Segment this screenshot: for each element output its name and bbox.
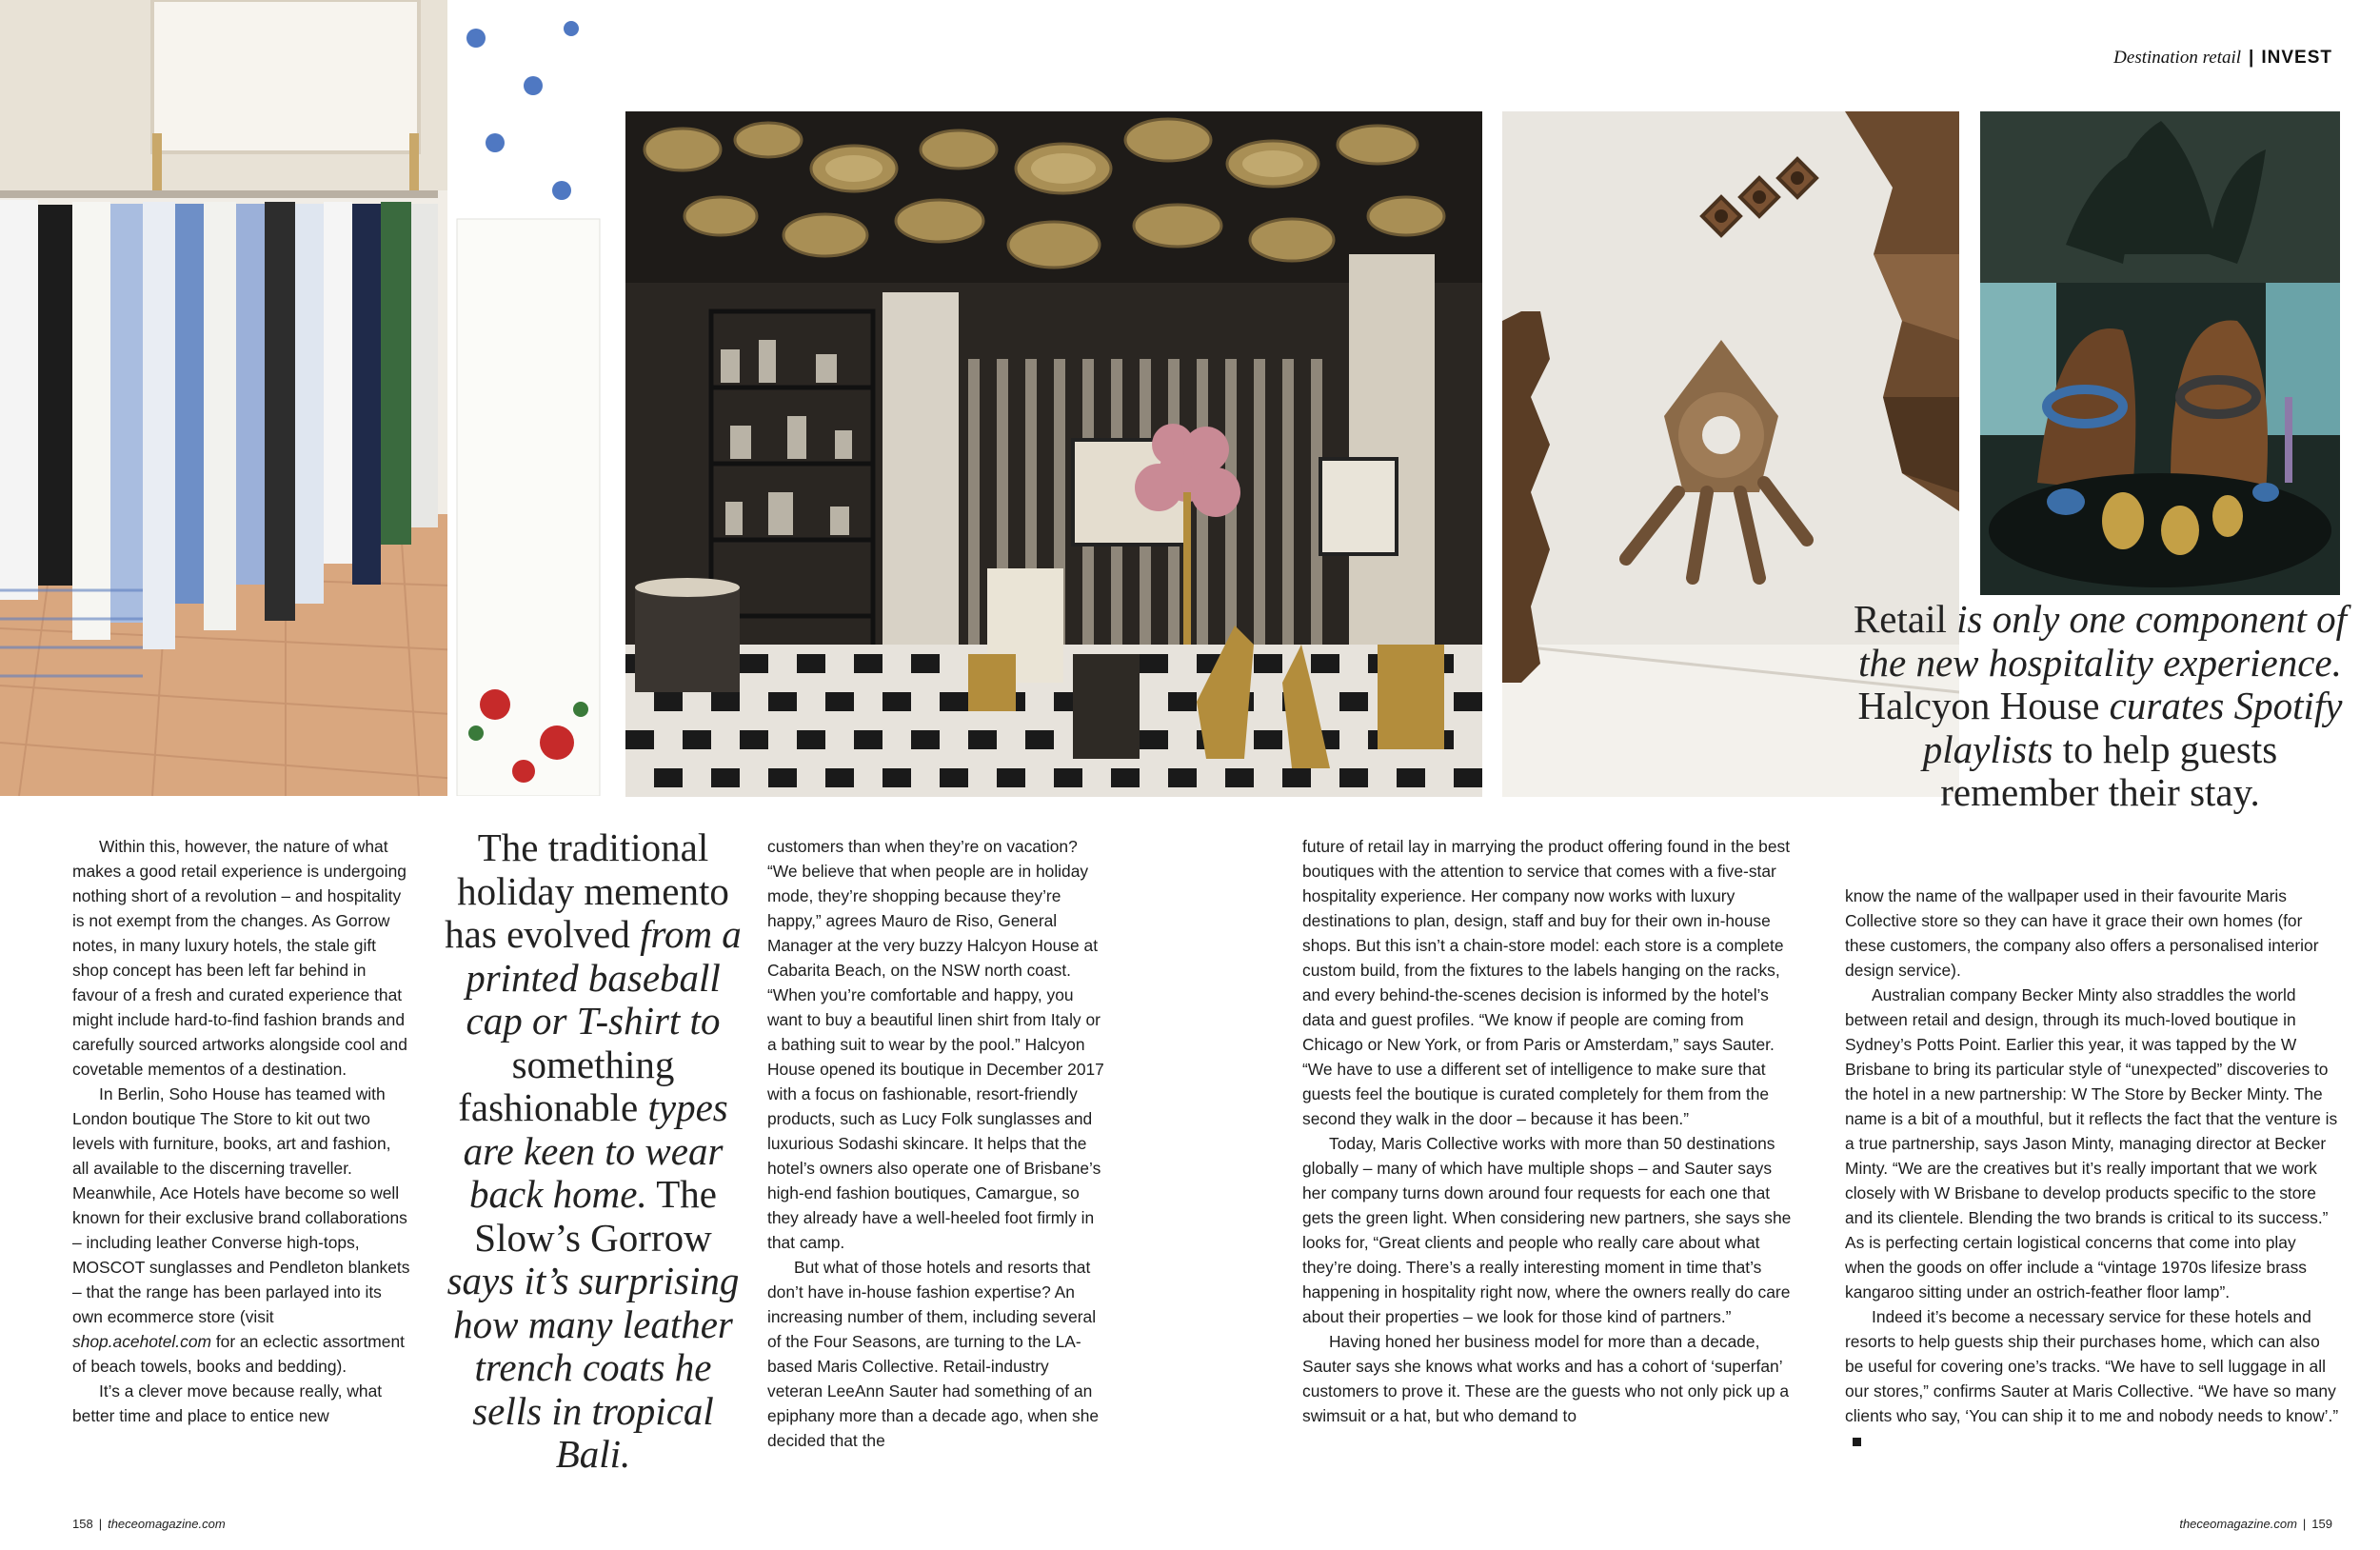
page-number: 158 xyxy=(72,1517,93,1531)
paragraph-text: for an eclectic assortment of beach towels, books and bedding). xyxy=(72,1332,405,1376)
clothing-rack-illustration xyxy=(0,0,602,796)
footer-website: theceomagazine.com xyxy=(108,1517,226,1531)
article-column-2 xyxy=(767,834,1106,1453)
pull-quote-italic: curates Spotify playlists xyxy=(1922,684,2343,771)
paragraph: It’s a clever move because really, what better time and place to entice new xyxy=(72,1381,383,1425)
header-separator: | xyxy=(2249,48,2254,68)
pull-quote-text: to help guests remember their stay. xyxy=(1940,726,2278,814)
jewellery-display-illustration xyxy=(1980,111,2340,595)
article-column-3 xyxy=(1302,834,1797,1428)
paragraph: Australian company Becker Minty also straddles the world between retail and design, through its much-loved boutique in Sydney’s Potts Point. Earlier this year, it was tapped by the W Brisbane to bring its particular style of “unexpected” discoveries to the hotel in a new partnership: W The Store by Becker Minty. The name is a bit of a mouthful, but it reflects the fact that the venture is a true partnership, says Jason Minty, managing director at Becker Minty. “We are the creatives but it’s really important that we work closely with W Brisbane to develop products specific to the store and its clientele. Blending the two brands is critical to its success.” As is perfecting certain logistical concerns that come into play when the goods on offer include a “vintage 1970s lifesize brass kangaroo sitting under an ostrich-feather floor lamp”. xyxy=(1845,985,2338,1302)
section-name: Destination retail xyxy=(2113,48,2242,68)
paragraph: future of retail lay in marrying the product offering found in the best boutiques with the attention to service that comes with a five-star hospitality experience. Her company now works with luxury destinations to plan, design, staff and buy for their own in-house shops. But this isn’t a chain-store model: each store is a complete custom build, from the fixtures to the labels hanging on the racks, and every behind-the-scenes decision is informed by the hotel’s data and guest profiles. “We know if people are coming from Chicago or New York, or from Paris or Amsterdam,” says Sauter. “We have to use a different set of intelligence to make sure that guests feel the boutique is curated completely for them from the second they walk in the door – because it has been.” xyxy=(1302,837,1791,1128)
article-column-4 xyxy=(1845,884,2340,1453)
pull-quote-text: Halcyon House xyxy=(1857,684,2110,727)
footer-separator: | xyxy=(2302,1517,2307,1531)
footer-website: theceomagazine.com xyxy=(2179,1517,2297,1531)
section-header xyxy=(2113,48,2332,69)
section-tag: INVEST xyxy=(2261,48,2332,68)
pull-quote-italic: types are keen to wear back home. xyxy=(463,1085,728,1216)
pull-quote-italic: is only one component of the new hospitality experience. xyxy=(1858,597,2348,685)
paragraph: Today, Maris Collective works with more than 50 destinations globally – many of which have multiple shops – and Sauter says her company turns down around four requests for each one that gets the green light. When considering new partners, she says she looks for, “Great clients and people who really care about what they’re doing. There’s a really interesting moment in time that’s happening in hospitality right now, where the owners really do care about their properties – we look for those kind of partners.” xyxy=(1302,1134,1792,1326)
pull-quote-text: Retail xyxy=(1853,597,1957,641)
footer-separator: | xyxy=(98,1517,103,1531)
paragraph: customers than when they’re on vacation? “We believe that when people are in holiday mode, they’re shopping because they’re happy,” agrees Mauro de Riso, General Manager at the very buzzy Halcyon House at Cabarita Beach, on the NSW north coast. “When you’re comfortable and happy, you want to buy a beautiful linen shirt from Italy or a bathing suit to wear by the pool.” Halcyon House opened its boutique in December 2017 with a focus on fashionable, resort-friendly products, such as Lucy Folk sunglasses and luxurious Sodashi skincare. It helps that the hotel’s owners also operate one of Brisbane’s high-end fashion boutiques, Camargue, so they already have a well-heeled foot firmly in that camp. xyxy=(767,837,1104,1252)
paragraph: But what of those hotels and resorts that don’t have in-house fashion expertise? An increasing number of them, including several of the Four Seasons, are turning to the LA-based Maris Collective. Retail-industry veteran LeeAnn Sauter had something of an epiphany more than a decade ago, when she decided that the xyxy=(767,1258,1100,1450)
boutique-interior-photo xyxy=(625,111,1482,797)
paragraph: Having honed her business model for more than a decade, Sauter says she knows what works and has a cohort of ‘superfan’ customers to prove it. These are the guests who not only pick up a swimsuit or a hat, but who demand to xyxy=(1302,1332,1790,1425)
footer-left xyxy=(72,1517,226,1531)
paragraph xyxy=(1845,1304,2340,1453)
pull-quote-italic: from a printed baseball cap or T-shirt to xyxy=(466,912,742,1043)
paragraph: know the name of the wallpaper used in their favourite Maris Collective store so they can have it grace their own homes (for these customers, the company also offers a personalised interior design service). xyxy=(1845,886,2319,980)
pull-quote-text: something fashionable xyxy=(458,1042,675,1129)
paragraph-text: In Berlin, Soho House has teamed with London boutique The Store to kit out two levels with furniture, books, art and fashion, all available to the discerning traveller. Meanwhile, Ace Hotels have become so well known for their exclusive brand collaborations – including leather Converse high-tops, MOSCOT sunglasses and Pendleton blankets – that the range has been parlayed into its own ecommerce store (visit xyxy=(72,1084,410,1326)
end-mark-icon xyxy=(1853,1438,1861,1446)
paragraph xyxy=(72,1082,411,1379)
pull-quote-text: The Slow’s Gorrow xyxy=(474,1172,717,1260)
clothing-rack-photo xyxy=(0,0,602,796)
jewellery-display-photo xyxy=(1980,111,2340,595)
pull-quote-left xyxy=(436,826,750,1477)
paragraph: Within this, however, the nature of what makes a good retail experience is undergoing nothing short of a revolution – and hospitality is not exempt from the changes. As Gorrow notes, in many luxury hotels, the stale gift shop concept has been left far behind in favour of a fresh and curated experience that might include hard-to-find fashion brands and carefully sourced artworks alongside cool and covetable mementos of a destination. xyxy=(72,837,407,1079)
pull-quote-right xyxy=(1843,598,2357,815)
page-number: 159 xyxy=(2311,1517,2332,1531)
boutique-interior-illustration xyxy=(625,111,1482,797)
footer-right xyxy=(2179,1517,2332,1531)
pull-quote-italic: says it’s surprising how many leather trench coats he sells in tropical Bali. xyxy=(446,1259,740,1476)
pull-quote-text: The traditional holiday memento has evolved xyxy=(445,825,729,956)
article-column-1 xyxy=(72,834,411,1428)
paragraph-text: Indeed it’s become a necessary service for these hotels and resorts to help guests ship their purchases home, which can also be useful for covering one’s tracks. “We have to sell luggage in all our stores,” confirms Sauter at Maris Collective. “We have so many clients who say, ‘You can ship it to me and nobody needs to know’.” xyxy=(1845,1307,2339,1425)
website-reference: shop.acehotel.com xyxy=(72,1332,211,1351)
